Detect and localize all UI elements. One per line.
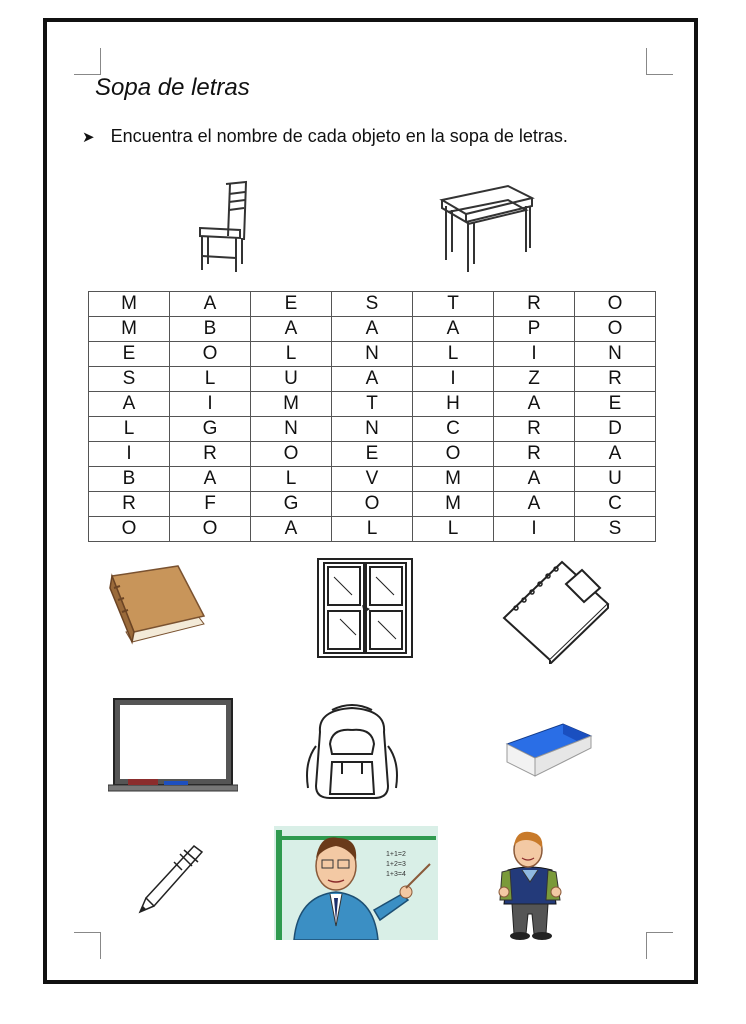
grid-row (89, 317, 656, 342)
grid-cell: M (89, 317, 170, 342)
grid-cell: O (170, 517, 251, 542)
grid-cell: O (251, 442, 332, 467)
grid-cell: I (89, 442, 170, 467)
board-line-3: 1+3=4 (386, 871, 406, 878)
grid-cell: L (332, 517, 413, 542)
grid-row (89, 292, 656, 317)
arrow-bullet-icon: ➤ (82, 128, 95, 146)
grid-cell: A (170, 467, 251, 492)
grid-cell: L (170, 367, 251, 392)
grid-cell: A (494, 467, 575, 492)
grid-cell: M (89, 292, 170, 317)
teacher-icon (274, 826, 438, 940)
grid-cell: L (413, 517, 494, 542)
grid-cell: D (575, 417, 656, 442)
grid-cell: I (413, 367, 494, 392)
grid-row (89, 392, 656, 417)
worksheet-title: Sopa de letras (95, 74, 250, 101)
grid-cell: B (89, 467, 170, 492)
grid-cell: O (575, 317, 656, 342)
grid-row (89, 467, 656, 492)
grid-cell: A (251, 517, 332, 542)
grid-cell: B (170, 317, 251, 342)
crop-mark-bottom-right (646, 932, 673, 959)
crop-mark-top-right (646, 48, 673, 75)
grid-cell: U (575, 467, 656, 492)
grid-cell: R (89, 492, 170, 517)
grid-cell: N (575, 342, 656, 367)
grid-cell: M (251, 392, 332, 417)
grid-row (89, 367, 656, 392)
grid-cell: O (575, 292, 656, 317)
grid-cell: R (494, 442, 575, 467)
whiteboard-icon (108, 697, 238, 795)
grid-cell: R (494, 292, 575, 317)
grid-cell: F (170, 492, 251, 517)
desk-icon (438, 182, 536, 274)
grid-row (89, 517, 656, 542)
chair-icon (196, 180, 252, 274)
grid-cell: N (332, 417, 413, 442)
grid-cell: C (575, 492, 656, 517)
grid-cell: E (89, 342, 170, 367)
grid-cell: O (413, 442, 494, 467)
grid-cell: R (494, 417, 575, 442)
grid-cell: L (251, 342, 332, 367)
grid-cell: A (89, 392, 170, 417)
grid-cell: T (332, 392, 413, 417)
board-line-2: 1+2=3 (386, 861, 406, 868)
crop-mark-top-left (74, 48, 101, 75)
grid-cell: S (332, 292, 413, 317)
grid-cell: O (332, 492, 413, 517)
letter-grid (88, 291, 656, 542)
grid-cell: R (575, 367, 656, 392)
notebook-icon (500, 560, 610, 664)
grid-row (89, 492, 656, 517)
grid-row (89, 417, 656, 442)
eraser-icon (503, 714, 595, 784)
grid-row (89, 342, 656, 367)
grid-cell: N (251, 417, 332, 442)
grid-cell: S (89, 367, 170, 392)
grid-cell: A (494, 392, 575, 417)
grid-cell: A (251, 317, 332, 342)
grid-cell: A (332, 367, 413, 392)
grid-cell: G (170, 417, 251, 442)
grid-cell: A (413, 317, 494, 342)
grid-cell: N (332, 342, 413, 367)
grid-cell: V (332, 467, 413, 492)
grid-cell: S (575, 517, 656, 542)
instruction-text: Encuentra el nombre de cada objeto en la sopa de letras. (110, 126, 568, 146)
pen-icon (134, 840, 208, 916)
grid-cell: Z (494, 367, 575, 392)
grid-cell: R (170, 442, 251, 467)
crop-mark-bottom-left (74, 932, 101, 959)
grid-cell: O (170, 342, 251, 367)
grid-cell: U (251, 367, 332, 392)
grid-cell: A (575, 442, 656, 467)
instruction (82, 126, 568, 147)
grid-cell: A (332, 317, 413, 342)
grid-cell: L (413, 342, 494, 367)
grid-cell: E (575, 392, 656, 417)
grid-cell: L (89, 417, 170, 442)
grid-cell: I (170, 392, 251, 417)
grid-cell: T (413, 292, 494, 317)
grid-cell: G (251, 492, 332, 517)
grid-cell: H (413, 392, 494, 417)
student-icon (490, 830, 580, 942)
grid-cell: A (494, 492, 575, 517)
grid-cell: I (494, 517, 575, 542)
grid-cell: E (332, 442, 413, 467)
grid-cell: A (170, 292, 251, 317)
grid-cell: L (251, 467, 332, 492)
board-line-1: 1+1=2 (386, 851, 406, 858)
grid-cell: M (413, 492, 494, 517)
window-icon (316, 557, 414, 659)
grid-cell: M (413, 467, 494, 492)
grid-cell: I (494, 342, 575, 367)
grid-cell: O (89, 517, 170, 542)
grid-cell: P (494, 317, 575, 342)
book-icon (106, 562, 210, 652)
grid-row (89, 442, 656, 467)
backpack-icon (302, 702, 402, 802)
grid-cell: E (251, 292, 332, 317)
grid-cell: C (413, 417, 494, 442)
